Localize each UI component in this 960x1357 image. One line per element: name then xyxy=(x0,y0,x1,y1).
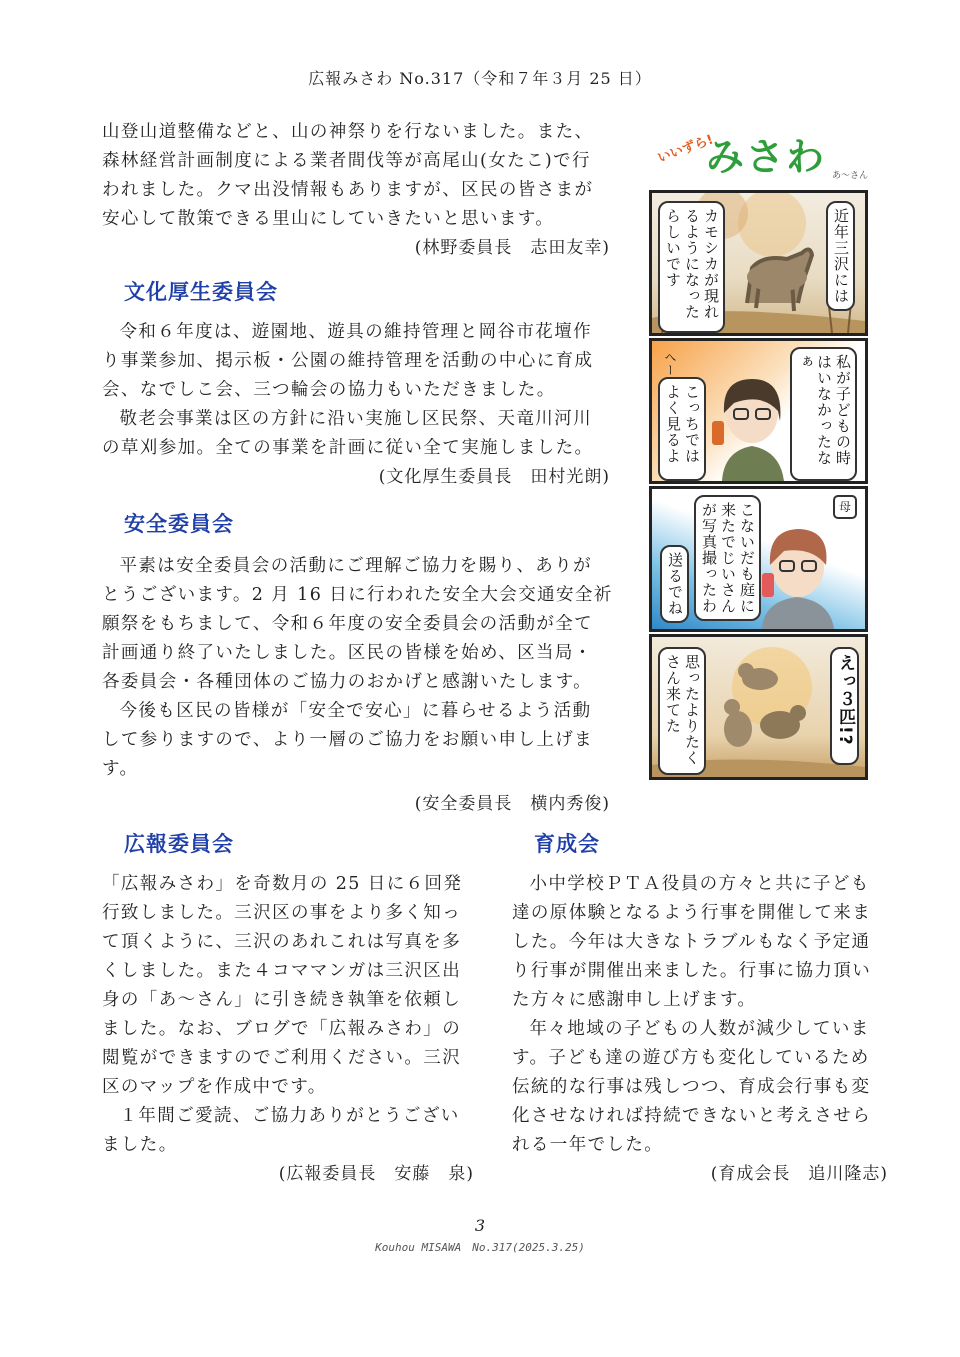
forestry-section xyxy=(102,118,622,263)
forestry-line-1: 山登山道整備などと、山の神祭りを行ないました。また、 xyxy=(102,122,594,142)
page-header: 広報みさわ No.317（令和７年３月 25 日） xyxy=(308,69,652,88)
youth-title: 育成会 xyxy=(534,832,600,856)
forestry-line-3: われました。クマ出没情報もありますが、区民の皆さまが xyxy=(102,180,594,200)
comic-author: あ～さん xyxy=(832,171,869,181)
comic-panel-1 xyxy=(649,190,868,336)
panel-4-bubble-2: 思ったよりたくさん来てた xyxy=(658,647,706,775)
welfare-section xyxy=(102,276,622,492)
youth-line-1: 小中学校ＰＴＡ役員の方々と共に子ども xyxy=(529,874,870,894)
comic-title-small: いいずら! xyxy=(655,132,716,167)
youth-line-8: 伝統的な行事は残しつつ、育成会行事も変 xyxy=(512,1077,871,1097)
pr-line-3: て頂くように、三沢のあれこれは写真を多 xyxy=(102,932,462,952)
safety-line-6: 今後も区民の皆様が「安全で安心」に暮らせるよう活動 xyxy=(119,701,592,721)
panel-2-bubble-2: こっちではよく見るよ xyxy=(658,377,706,481)
comic-panel-4 xyxy=(649,634,868,780)
safety-line-5: 各委員会・各種団体のご協力のおかげと感謝いたします。 xyxy=(102,672,592,692)
footer-issue: Kouhou MISAWA No.317(2025.3.25) xyxy=(375,1241,585,1254)
youth-section xyxy=(512,828,888,1189)
panel-3-tag: 母 xyxy=(833,495,857,519)
comic-title-main: みさわ xyxy=(706,135,827,179)
panel-4-bubble-1: えっ３匹!? xyxy=(830,647,859,765)
pr-line-1: 「広報みさわ」を奇数月の 25 日に６回発 xyxy=(102,874,463,894)
welfare-line-4: 敬老会事業は区の方針に沿い実施し区民祭、天竜川河川 xyxy=(119,409,592,429)
comic-title xyxy=(648,120,870,186)
panel-3-bubble-1: こないだも庭に来たでじいさんが写真撮ったわ xyxy=(694,495,761,621)
safety-line-4: 計画通り終了いたしました。区民の皆様を始め、区当局・ xyxy=(102,643,593,663)
safety-line-1: 平素は安全委員会の活動にご理解ご協力を賜り、ありが xyxy=(119,556,592,576)
panel-1-bubble-1: 近年三沢には xyxy=(826,201,855,311)
safety-section xyxy=(102,508,622,819)
forestry-signature: (林野委員長 志田友幸) xyxy=(414,238,610,258)
youth-line-5: た方々に感謝申し上げます。 xyxy=(512,990,757,1010)
pr-signature: (広報委員長 安藤 泉) xyxy=(278,1164,474,1184)
pr-line-2: 行致しました。三沢区の事をより多く知っ xyxy=(102,903,462,923)
forestry-line-4: 安心して散策できる里山にしていきたいと思います。 xyxy=(102,209,555,229)
pr-line-7: 閲覧ができますのでご利用ください。三沢 xyxy=(102,1048,462,1068)
pr-title: 広報委員会 xyxy=(124,832,234,856)
pr-line-4: くしました。また４コママンガは三沢区出 xyxy=(102,961,462,981)
welfare-line-5: の草刈参加。全ての事業を計画に従い全て実施しました。 xyxy=(102,438,594,458)
page-number: 3 xyxy=(474,1216,486,1235)
youth-line-4: り行事が開催出来ました。行事に協力頂い xyxy=(512,961,872,981)
panel-2-bubble-1: 私が子どもの時はいなかったなぁ xyxy=(790,347,857,481)
welfare-signature: (文化厚生委員長 田村光朗) xyxy=(378,467,610,487)
youth-line-7: す。子ども達の遊び方も変化しているため xyxy=(512,1048,870,1068)
youth-line-2: 達の原体験となるよう行事を開催して来ま xyxy=(512,903,872,923)
welfare-line-1: 令和６年度は、遊園地、遊具の維持管理と岡谷市花壇作 xyxy=(119,322,592,342)
welfare-line-3: 会、なでしこ会、三つ輪会の協力もいただきました。 xyxy=(102,380,556,400)
safety-line-2: とうございます。2 月 16 日に行われた安全大会交通安全祈 xyxy=(102,585,613,605)
safety-title: 安全委員会 xyxy=(124,512,234,536)
safety-line-3: 願祭をもちまして、令和６年度の安全委員会の活動が全て xyxy=(102,614,594,634)
panel-3-bubble-2: 送るでね xyxy=(660,545,689,623)
pr-line-10: ました。 xyxy=(102,1135,178,1155)
youth-line-9: 化させなければ持続できないと考えさせら xyxy=(512,1106,872,1126)
youth-line-3: した。今年は大きなトラブルもなく予定通 xyxy=(512,932,871,952)
youth-line-6: 年々地域の子どもの人数が減少していま xyxy=(529,1019,870,1039)
safety-line-8: す。 xyxy=(102,759,139,779)
youth-line-10: れる一年でした。 xyxy=(512,1135,664,1155)
safety-line-7: して参りますので、より一層のご協力をお願い申し上げま xyxy=(102,730,594,750)
youth-signature: (育成会長 追川隆志) xyxy=(710,1164,888,1184)
pr-line-8: 区のマップを作成中です。 xyxy=(102,1077,327,1097)
pr-line-6: ました。なお、ブログで「広報みさわ」の xyxy=(102,1019,462,1039)
welfare-title: 文化厚生委員会 xyxy=(124,280,278,304)
comic-panel-2 xyxy=(649,338,868,484)
pr-line-9: １年間ご愛読、ご協力ありがとうござい xyxy=(119,1106,460,1126)
forestry-line-2: 森林経営計画制度による業者間伐等が高尾山(女たこ)で行 xyxy=(102,151,591,171)
safety-signature: (安全委員長 横内秀俊) xyxy=(414,794,610,814)
panel-1-bubble-2: カモシカが現れるようになったらしいです xyxy=(658,201,725,333)
pr-line-5: 身の「あ～さん」に引き続き執筆を依頼し xyxy=(102,990,462,1010)
welfare-line-2: り事業参加、掲示板・公園の維持管理を活動の中心に育成 xyxy=(102,351,594,371)
comic-panel-3 xyxy=(649,486,868,632)
comic-strip xyxy=(648,120,870,780)
pr-section xyxy=(102,828,474,1189)
panel-2-sigh: へー xyxy=(663,351,677,377)
